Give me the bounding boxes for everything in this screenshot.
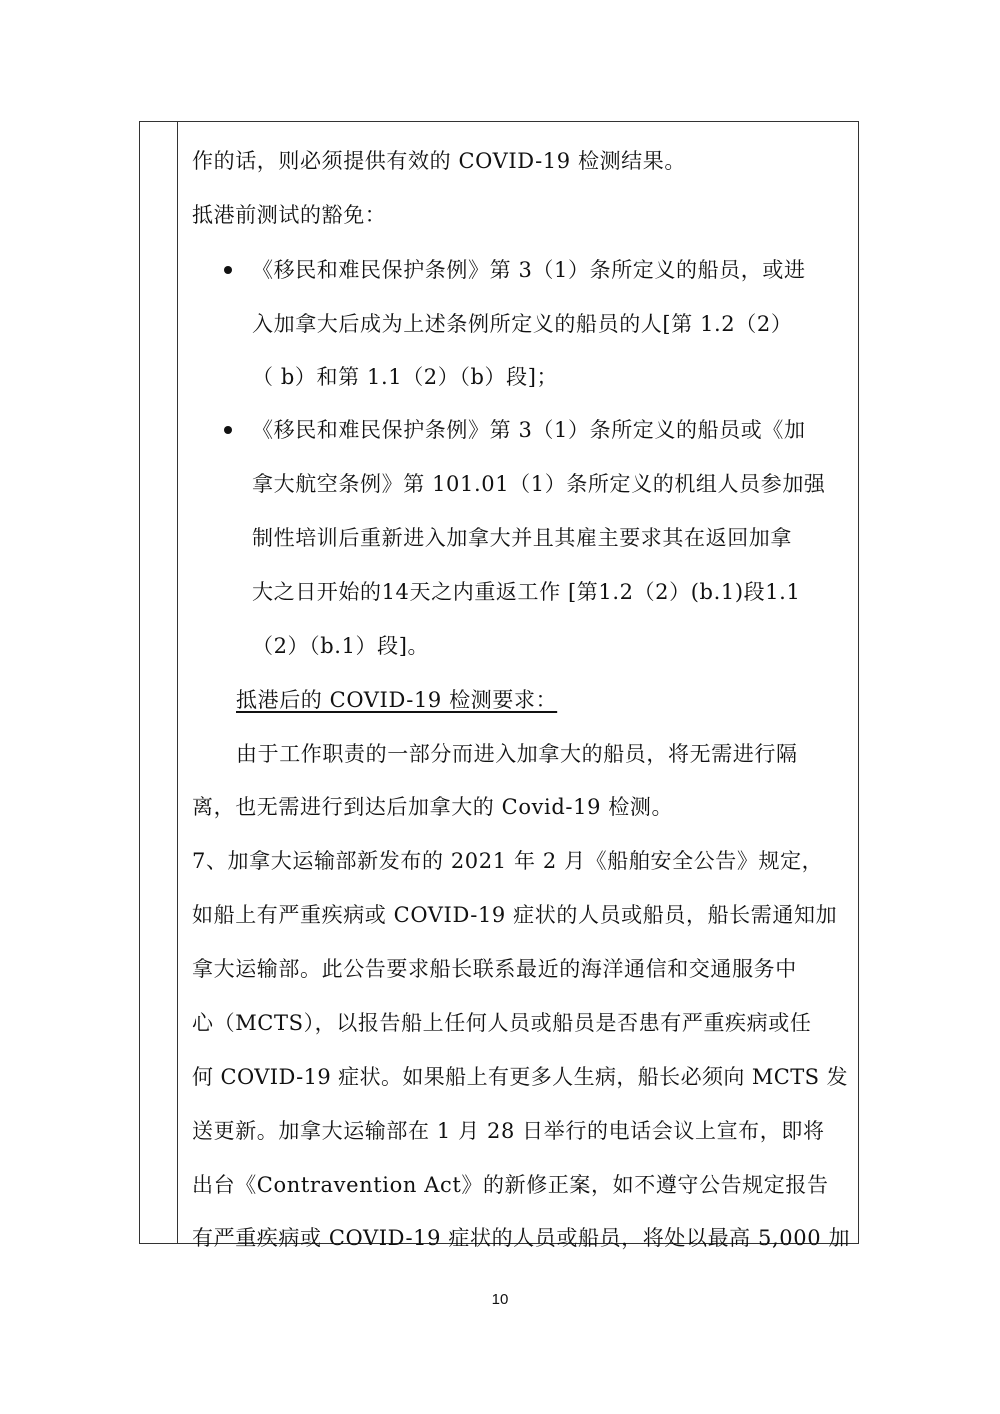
bullet-item-1-line: 入加拿大后成为上述条例所定义的船员的人[第 1.2（2）	[252, 312, 793, 336]
section-heading-post-arrival: 抵港后的 COVID-19 检测要求：	[236, 688, 558, 712]
table-column-divider	[177, 121, 178, 1244]
bullet-item-2-line: 拿大航空条例》第 101.01（1）条所定义的机组人员参加强	[252, 472, 826, 496]
bullet-icon	[224, 266, 232, 274]
numbered-paragraph-line: 拿大运输部。此公告要求船长联系最近的海洋通信和交通服务中	[192, 957, 797, 981]
numbered-paragraph-line: 何 COVID-19 症状。如果船上有更多人生病，船长必须向 MCTS 发	[192, 1065, 848, 1089]
text-line: 由于工作职责的一部分而进入加拿大的船员，将无需进行隔	[236, 742, 798, 766]
bullet-item-2-line: 《移民和难民保护条例》第 3（1）条所定义的船员或《加	[252, 418, 806, 442]
text-line: 离，也无需进行到达后加拿大的 Covid-19 检测。	[192, 795, 674, 819]
bullet-item-2-line: （2）（b.1）段]。	[252, 634, 430, 658]
numbered-paragraph-line: 送更新。加拿大运输部在 1 月 28 日举行的电话会议上宣布，即将	[192, 1119, 825, 1143]
numbered-paragraph-line: 出台《Contravention Act》的新修正案，如不遵守公告规定报告	[192, 1173, 829, 1197]
bullet-item-1-line: 《移民和难民保护条例》第 3（1）条所定义的船员，或进	[252, 258, 806, 282]
section-heading-exemption: 抵港前测试的豁免：	[192, 203, 387, 227]
numbered-paragraph-line: 如船上有严重疾病或 COVID-19 症状的人员或船员，船长需通知加	[192, 903, 838, 927]
numbered-paragraph-line: 7、加拿大运输部新发布的 2021 年 2 月《船舶安全公告》规定，	[192, 849, 824, 873]
bullet-item-2-line: 制性培训后重新进入加拿大并且其雇主要求其在返回加拿	[252, 526, 792, 550]
numbered-paragraph-line: 有严重疾病或 COVID-19 症状的人员或船员，将处以最高 5,000 加	[192, 1226, 851, 1250]
bullet-icon	[224, 426, 232, 434]
text-line: 作的话，则必须提供有效的 COVID-19 检测结果。	[192, 149, 686, 173]
bullet-item-1-line: （ b）和第 1.1（2）（b）段]；	[252, 365, 559, 389]
numbered-paragraph-line: 心（MCTS），以报告船上任何人员或船员是否患有严重疾病或任	[192, 1011, 812, 1035]
bullet-item-2-line: 大之日开始的14天之内重返工作 [第1.2（2）(b.1)段1.1	[252, 580, 801, 604]
page-number: 10	[491, 1291, 509, 1308]
